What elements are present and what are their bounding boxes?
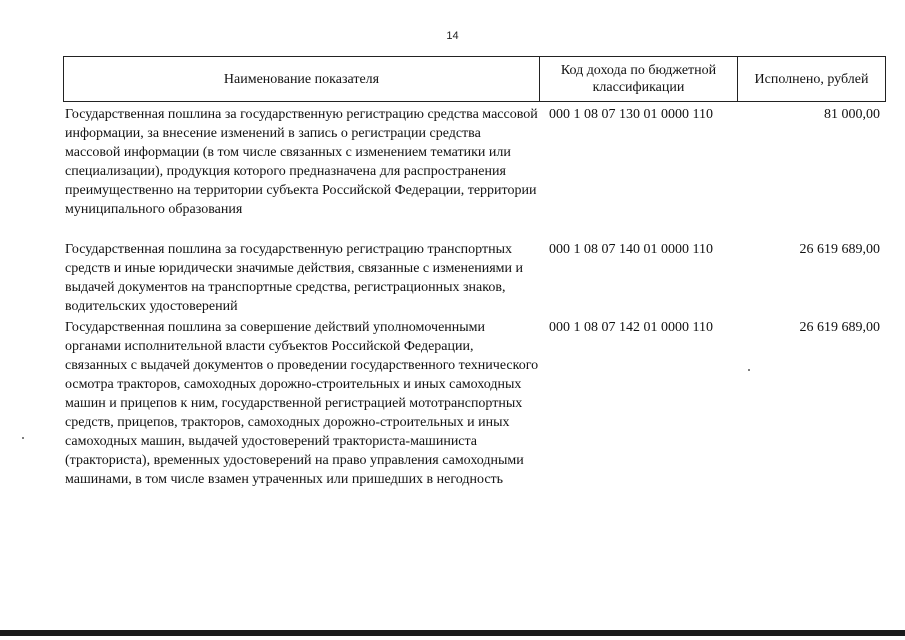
row-indicator-name: Государственная пошлина за государственную регистрацию транспортных средств и иные юридически значимые действия, связанные с изменениями и выдачей документов на транспортные средства, регистрационных знаков, водительских удостоверений xyxy=(65,242,523,314)
row-indicator-name: Государственная пошлина за совершение действий уполномоченными органами исполнительной власти субъектов Российской Федерации, связанных с выдачей документов о проведении государственного технического осмотра тракторов, самоходных дорожно-строительных и иных самоходных машин и прицепов к ним, государственной регистрацией мототранспортных средств, прицепов, тракторов, самоходных дорожно-строительных и иных самоходных машин, выдачей удостоверений тракториста-машиниста (тракториста), временных удостоверений на право управления самоходными машинами, в том числе взамен утраченных или пришедших в негодность xyxy=(65,320,539,487)
header-indicator-name: Наименование показателя xyxy=(64,57,540,101)
row-executed-amount: 26 619 689,00 xyxy=(799,320,880,335)
row-executed-amount: 81 000,00 xyxy=(824,107,880,122)
table-header xyxy=(63,56,886,102)
header-executed-rubles: Исполнено, рублей xyxy=(754,71,869,87)
scan-bottom-edge xyxy=(0,630,905,636)
row-executed-amount: 26 619 689,00 xyxy=(799,242,880,257)
scan-speck xyxy=(748,369,750,371)
row-income-code: 000 1 08 07 130 01 0000 110 xyxy=(549,107,713,122)
scan-speck xyxy=(22,437,24,439)
row-income-code: 000 1 08 07 140 01 0000 110 xyxy=(549,242,713,257)
header-income-code: Код дохода по бюджетной классификации xyxy=(540,57,738,101)
page-number: 14 xyxy=(446,30,459,42)
row-indicator-name: Государственная пошлина за государственную регистрацию средства массовой информации, за внесение изменений в запись о регистрации средства массовой информации (в том числе связанных с изменением тематики или специализации), продукция которого предназначена для распространения преимущественно на территории субъекта Российской Федерации, территории муниципального образования xyxy=(65,107,538,217)
row-income-code: 000 1 08 07 142 01 0000 110 xyxy=(549,320,713,335)
